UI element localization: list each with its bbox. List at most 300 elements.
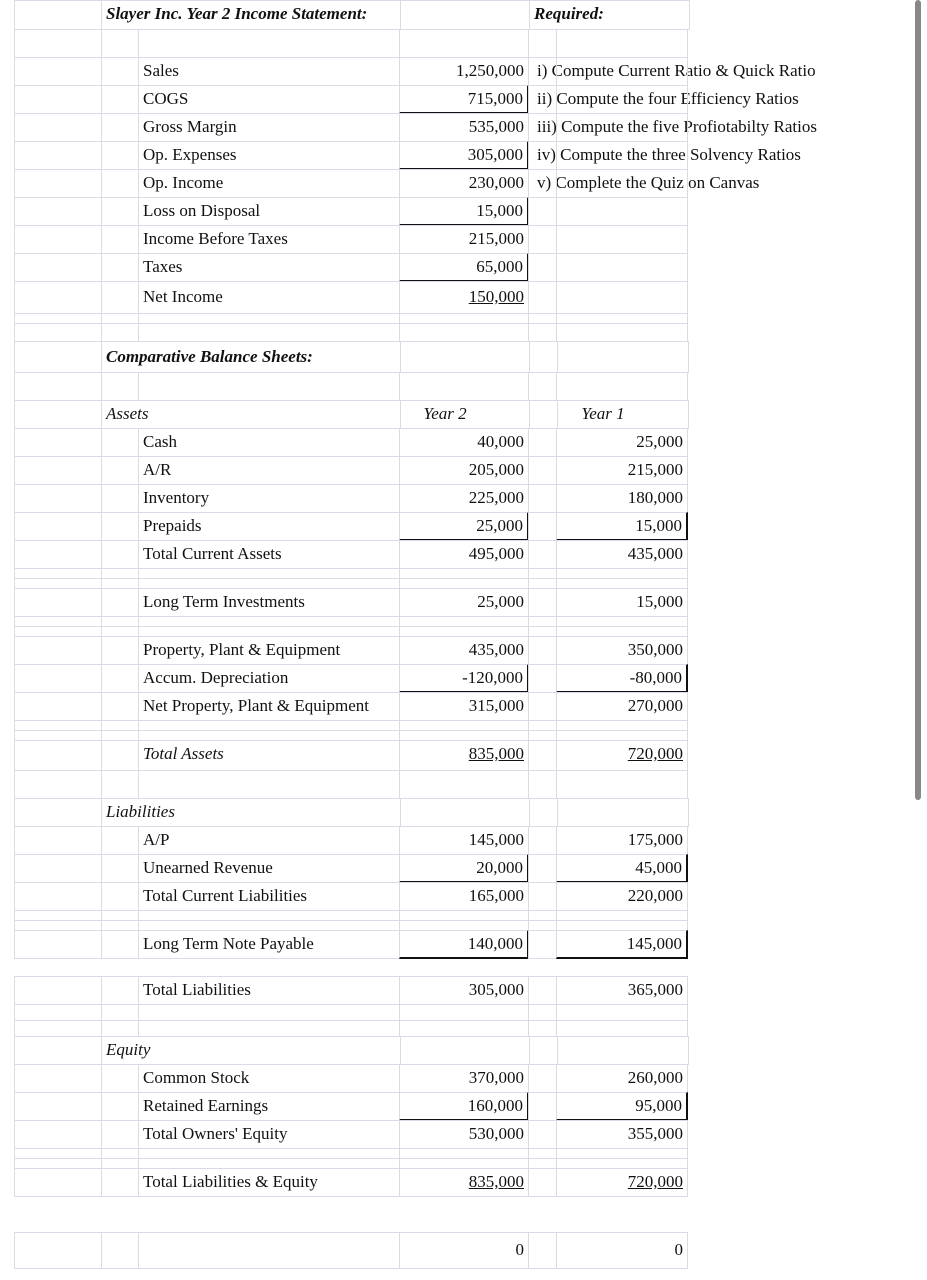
cell[interactable] [101, 1092, 139, 1121]
table-row [14, 113, 817, 141]
cell[interactable] [14, 484, 102, 513]
cell[interactable] [528, 882, 557, 911]
year1-value: -80,000 [629, 668, 682, 687]
line-label: Net Property, Plant & Equipment [143, 696, 370, 715]
cell[interactable] [101, 826, 139, 855]
line-label: Taxes [143, 257, 183, 276]
line-label: Op. Income [143, 173, 224, 192]
table-row [14, 456, 690, 484]
cell[interactable] [14, 692, 102, 721]
cell[interactable] [138, 1120, 400, 1149]
cell[interactable] [14, 1232, 102, 1269]
cell[interactable] [556, 113, 688, 142]
cell[interactable] [101, 400, 401, 429]
year2-value: 165,000 [468, 886, 524, 905]
cell[interactable] [101, 692, 139, 721]
year2-value: 315,000 [468, 696, 524, 715]
cell[interactable] [556, 1120, 688, 1149]
cell[interactable] [399, 854, 529, 883]
cell[interactable] [101, 664, 139, 693]
cell[interactable] [14, 1092, 102, 1121]
cell[interactable] [101, 540, 139, 569]
cell[interactable] [101, 225, 139, 254]
cell[interactable] [399, 770, 529, 799]
table-row [14, 197, 690, 225]
table-row [14, 1120, 690, 1148]
cell[interactable] [101, 484, 139, 513]
cell[interactable] [138, 197, 400, 226]
cell[interactable] [529, 400, 558, 429]
cell[interactable] [14, 1020, 102, 1037]
cell[interactable] [528, 1064, 557, 1093]
cell[interactable] [399, 664, 529, 693]
cell[interactable] [528, 1020, 557, 1037]
cell[interactable] [101, 1036, 401, 1065]
cell[interactable] [399, 1120, 529, 1149]
cell[interactable] [399, 169, 529, 198]
cell[interactable] [399, 225, 529, 254]
cell[interactable] [101, 281, 139, 314]
cell[interactable] [138, 57, 400, 86]
cell[interactable] [14, 281, 102, 314]
year1-header: Year 1 [581, 404, 625, 423]
cell[interactable] [138, 1004, 400, 1021]
cell[interactable] [399, 512, 529, 541]
cell[interactable] [14, 854, 102, 883]
line-value: 305,000 [467, 145, 523, 164]
cell[interactable] [14, 428, 102, 457]
line-label: Op. Expenses [143, 145, 237, 164]
cell[interactable] [400, 341, 530, 373]
cell[interactable] [14, 826, 102, 855]
cell[interactable] [400, 400, 530, 429]
cell[interactable] [101, 29, 139, 58]
cell[interactable] [528, 428, 557, 457]
line-label: Property, Plant & Equipment [143, 640, 341, 659]
cell[interactable] [399, 113, 529, 142]
table-row [14, 976, 690, 1004]
cell[interactable] [529, 1036, 558, 1065]
cell[interactable] [138, 323, 400, 342]
year2-value: 205,000 [468, 460, 524, 479]
line-label: Accum. Depreciation [143, 668, 289, 687]
cell[interactable] [101, 85, 139, 114]
cell[interactable] [14, 29, 102, 58]
cell[interactable] [138, 169, 400, 198]
cell[interactable] [557, 400, 689, 429]
cell[interactable] [14, 930, 102, 959]
liabilities-label: Liabilities [106, 802, 175, 821]
cell[interactable] [399, 141, 529, 170]
cell[interactable] [556, 770, 688, 799]
cell[interactable] [556, 664, 688, 693]
cell[interactable] [138, 664, 400, 693]
cell[interactable] [14, 323, 102, 342]
cell[interactable] [528, 826, 557, 855]
cell[interactable] [528, 692, 557, 721]
cell[interactable] [14, 400, 102, 429]
cell[interactable] [101, 253, 139, 282]
cell[interactable] [14, 225, 102, 254]
cell[interactable] [14, 1168, 102, 1197]
cell[interactable] [528, 740, 557, 771]
assets-label: Assets [106, 404, 149, 423]
cell[interactable] [399, 456, 529, 485]
line-label: Total Owners' Equity [143, 1124, 288, 1143]
cell[interactable] [101, 854, 139, 883]
cell[interactable] [399, 1232, 529, 1269]
cell[interactable] [14, 512, 102, 541]
cell[interactable] [528, 225, 557, 254]
cell[interactable] [14, 141, 102, 170]
table-row [14, 854, 690, 882]
cell[interactable] [14, 253, 102, 282]
cell[interactable] [529, 0, 690, 30]
year2-value: 25,000 [477, 592, 524, 611]
cell[interactable] [101, 882, 139, 911]
cell[interactable] [399, 484, 529, 513]
cell[interactable] [101, 588, 139, 617]
cell[interactable] [528, 85, 799, 114]
year2-value: 40,000 [477, 432, 524, 451]
cell[interactable] [101, 1232, 139, 1269]
cell[interactable] [528, 930, 557, 959]
cell[interactable] [138, 882, 400, 911]
cell[interactable] [399, 636, 529, 665]
year1-value: 180,000 [627, 488, 683, 507]
cell[interactable] [138, 636, 400, 665]
cell[interactable] [101, 197, 139, 226]
cell[interactable] [14, 588, 102, 617]
year1-value: 15,000 [636, 592, 683, 611]
cell[interactable] [556, 636, 688, 665]
cell[interactable] [14, 456, 102, 485]
cell[interactable] [138, 281, 400, 314]
cell[interactable] [14, 740, 102, 771]
cell[interactable] [556, 1064, 688, 1093]
cell[interactable] [528, 141, 801, 170]
cell[interactable] [101, 976, 139, 1005]
cell[interactable] [399, 882, 529, 911]
cell[interactable] [399, 85, 529, 114]
cell[interactable] [528, 281, 557, 314]
cell[interactable] [138, 372, 400, 401]
cell[interactable] [138, 854, 400, 883]
cell[interactable] [101, 636, 139, 665]
cell[interactable] [557, 798, 689, 827]
cell[interactable] [556, 930, 688, 959]
cell[interactable] [528, 372, 557, 401]
cell[interactable] [138, 1168, 400, 1197]
cell[interactable] [556, 169, 688, 198]
cell[interactable] [556, 692, 688, 721]
cell[interactable] [399, 428, 529, 457]
table-row [14, 740, 690, 770]
cell[interactable] [528, 113, 817, 142]
year2-value: 495,000 [468, 544, 524, 563]
cell[interactable] [14, 1036, 102, 1065]
table-row [14, 692, 690, 720]
cell[interactable] [14, 770, 102, 799]
cell[interactable] [138, 253, 400, 282]
cell[interactable] [14, 113, 102, 142]
cell[interactable] [556, 85, 688, 114]
cell[interactable] [528, 1004, 557, 1021]
cell[interactable] [528, 664, 557, 693]
table-row [14, 512, 690, 540]
cell[interactable] [14, 0, 102, 30]
year2-value: 140,000 [467, 934, 523, 953]
vertical-scrollbar[interactable] [915, 0, 921, 800]
cell[interactable] [556, 141, 688, 170]
year1-value: 435,000 [627, 544, 683, 563]
cell[interactable] [556, 253, 688, 282]
cell[interactable] [528, 197, 557, 226]
cell[interactable] [556, 428, 688, 457]
cell[interactable] [101, 740, 139, 771]
cell[interactable] [138, 930, 400, 959]
cell[interactable] [101, 1168, 139, 1197]
year2-value: 835,000 [468, 744, 524, 763]
cell[interactable] [399, 1092, 529, 1121]
cell[interactable] [528, 588, 557, 617]
cell[interactable] [556, 1232, 688, 1269]
cell[interactable] [556, 1168, 688, 1197]
cell[interactable] [101, 57, 139, 86]
cell[interactable] [14, 341, 102, 373]
table-row [14, 57, 816, 85]
cell[interactable] [399, 1168, 529, 1197]
table-row [14, 85, 799, 113]
cell[interactable] [528, 323, 557, 342]
cell[interactable] [138, 692, 400, 721]
year2-value: 160,000 [467, 1096, 523, 1115]
cell[interactable] [528, 1120, 557, 1149]
cell[interactable] [529, 341, 558, 373]
cell[interactable] [138, 29, 400, 58]
cell[interactable] [14, 372, 102, 401]
cell[interactable] [14, 882, 102, 911]
cell[interactable] [138, 1092, 400, 1121]
table-row [14, 826, 690, 854]
cell[interactable] [556, 323, 688, 342]
cell[interactable] [556, 1092, 688, 1121]
cell[interactable] [138, 456, 400, 485]
cell[interactable] [138, 740, 400, 771]
cell[interactable] [14, 1004, 102, 1021]
year1-value: 720,000 [627, 744, 683, 763]
cell[interactable] [14, 636, 102, 665]
cell[interactable] [528, 512, 557, 541]
cell[interactable] [528, 169, 760, 198]
cell[interactable] [138, 1064, 400, 1093]
year1-value: 15,000 [635, 516, 682, 535]
cell[interactable] [138, 512, 400, 541]
cell[interactable] [556, 540, 688, 569]
cell[interactable] [556, 57, 688, 86]
cell[interactable] [400, 798, 530, 827]
cell[interactable] [399, 976, 529, 1005]
line-label: Gross Margin [143, 117, 237, 136]
cell[interactable] [399, 588, 529, 617]
cell[interactable] [101, 341, 401, 373]
cell[interactable] [528, 456, 557, 485]
cell[interactable] [556, 281, 688, 314]
cell[interactable] [14, 1120, 102, 1149]
cell[interactable] [528, 540, 557, 569]
cell[interactable] [14, 57, 102, 86]
cell[interactable] [138, 141, 400, 170]
cell[interactable] [14, 1064, 102, 1093]
cell[interactable] [138, 113, 400, 142]
cell[interactable] [101, 1004, 139, 1021]
cell[interactable] [101, 1120, 139, 1149]
cell[interactable] [528, 976, 557, 1005]
cell[interactable] [528, 57, 816, 86]
cell[interactable] [14, 85, 102, 114]
cell[interactable] [556, 976, 688, 1005]
required-item: iv) Compute the three Solvency Ratios [537, 145, 801, 164]
cell[interactable] [399, 372, 529, 401]
cell[interactable] [556, 484, 688, 513]
table-row [14, 882, 690, 910]
cell[interactable] [399, 1004, 529, 1021]
cell[interactable] [556, 512, 688, 541]
cell[interactable] [556, 197, 688, 226]
cell[interactable] [556, 826, 688, 855]
cell[interactable] [556, 588, 688, 617]
cell[interactable] [138, 826, 400, 855]
year1-value: 260,000 [627, 1068, 683, 1087]
table-row [14, 540, 690, 568]
line-label: Long Term Investments [143, 592, 305, 611]
cell[interactable] [556, 225, 688, 254]
cell[interactable] [399, 930, 529, 959]
cell[interactable] [528, 1168, 557, 1197]
year2-value: 225,000 [468, 488, 524, 507]
cell[interactable] [399, 540, 529, 569]
cell[interactable] [528, 1232, 557, 1269]
year2-header: Year 2 [423, 404, 467, 423]
cell[interactable] [101, 456, 139, 485]
year2-value: 305,000 [468, 980, 524, 999]
year1-value: 365,000 [627, 980, 683, 999]
cell[interactable] [101, 512, 139, 541]
cell[interactable] [14, 197, 102, 226]
cell[interactable] [399, 197, 529, 226]
cell[interactable] [101, 1064, 139, 1093]
table-row [14, 636, 690, 664]
cell[interactable] [101, 323, 139, 342]
cell[interactable] [138, 484, 400, 513]
cell[interactable] [399, 1020, 529, 1037]
cell[interactable] [14, 798, 102, 827]
cell[interactable] [101, 428, 139, 457]
cell[interactable] [528, 1092, 557, 1121]
cell[interactable] [399, 740, 529, 771]
cell[interactable] [399, 281, 529, 314]
year2-value: 435,000 [468, 640, 524, 659]
cell[interactable] [556, 1004, 688, 1021]
cell[interactable] [400, 1036, 530, 1065]
cell[interactable] [138, 428, 400, 457]
year1-value: 355,000 [627, 1124, 683, 1143]
cell[interactable] [556, 1020, 688, 1037]
cell[interactable] [138, 1232, 400, 1269]
cell[interactable] [101, 798, 401, 827]
line-label: Inventory [143, 488, 210, 507]
cell[interactable] [101, 169, 139, 198]
cell[interactable] [528, 29, 557, 58]
cell[interactable] [556, 882, 688, 911]
cell[interactable] [138, 85, 400, 114]
line-label: A/P [143, 830, 170, 849]
cell[interactable] [138, 588, 400, 617]
cell[interactable] [14, 664, 102, 693]
cell[interactable] [528, 770, 557, 799]
table-row [14, 1092, 690, 1120]
cell[interactable] [14, 169, 102, 198]
cell[interactable] [101, 770, 139, 799]
cell[interactable] [138, 1020, 400, 1037]
cell[interactable] [528, 636, 557, 665]
table-row [14, 225, 690, 253]
line-value: 150,000 [468, 287, 524, 306]
cell[interactable] [556, 456, 688, 485]
required-item: ii) Compute the four Efficiency Ratios [537, 89, 799, 108]
year1-value: 25,000 [636, 432, 683, 451]
cell[interactable] [400, 0, 530, 30]
cell[interactable] [556, 740, 688, 771]
cell[interactable] [399, 826, 529, 855]
cell[interactable] [138, 225, 400, 254]
cell[interactable] [101, 0, 401, 30]
cell[interactable] [101, 1020, 139, 1037]
table-row [14, 930, 690, 958]
cell[interactable] [557, 1036, 689, 1065]
line-label: Loss on Disposal [143, 201, 261, 220]
cell[interactable] [528, 854, 557, 883]
cell[interactable] [528, 253, 557, 282]
cell[interactable] [556, 854, 688, 883]
cell[interactable] [399, 29, 529, 58]
cell[interactable] [399, 323, 529, 342]
table-row [14, 1064, 690, 1092]
cell[interactable] [138, 976, 400, 1005]
cell[interactable] [14, 540, 102, 569]
cell[interactable] [138, 540, 400, 569]
cell[interactable] [399, 253, 529, 282]
cell[interactable] [138, 770, 400, 799]
year1-value: 45,000 [635, 858, 682, 877]
cell[interactable] [399, 692, 529, 721]
cell[interactable] [14, 976, 102, 1005]
cell[interactable] [101, 113, 139, 142]
check-row [14, 1232, 690, 1268]
cell[interactable] [556, 29, 688, 58]
cell[interactable] [399, 57, 529, 86]
cell[interactable] [101, 141, 139, 170]
cell[interactable] [557, 341, 689, 373]
cell[interactable] [528, 484, 557, 513]
year1-value: 145,000 [626, 934, 682, 953]
cell[interactable] [101, 372, 139, 401]
cell[interactable] [529, 798, 558, 827]
cell[interactable] [399, 1064, 529, 1093]
line-value: 535,000 [468, 117, 524, 136]
cell[interactable] [101, 930, 139, 959]
cell[interactable] [556, 372, 688, 401]
